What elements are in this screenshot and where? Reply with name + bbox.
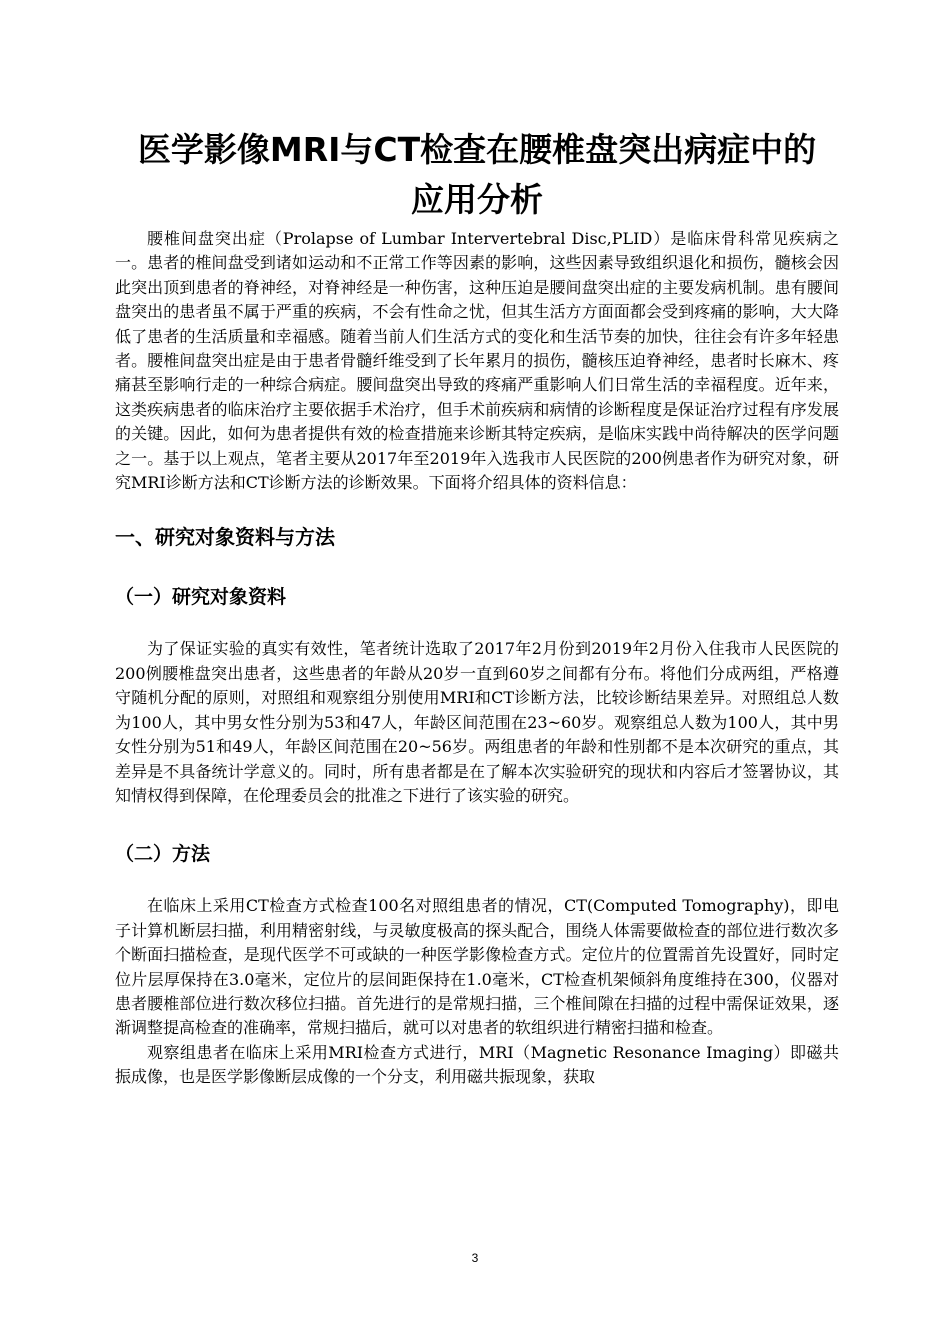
methods-paragraph-mri: 观察组患者在临床上采用MRI检查方式进行，MRI（Magnetic Resonance Imaging）即磁共振成像，也是医学影像断层成像的一个分支，利用磁共振现象，获取 bbox=[115, 1042, 839, 1087]
subsection-1-paragraph: 为了保证实验的真实有效性，笔者统计选取了2017年2月份到2019年2月份入住我市人民医院的200例腰椎盘突出患者，这些患者的年龄从20岁一直到60岁之间都有分布。将他们分成两组，严格遵守随机分配的原则，对照组和观察组分别使用MRI和CT诊断方法，比较诊断结果差异。对照组总人数为100人，其中男女性分别为53和47人，年龄区间范围在23~60岁。观察组总人数为100人，其中男女性分别为51和49人，年龄区间范围在20~56岁。两组患者的年龄和性别都不是本次研究的重点，其差异是不具备统计学意义的。同时，所有患者都是在了解本次实验研究的现状和内容后才签署协议，其知情权得到保障，在伦理委员会的批准之下进行了该实验的研究。 bbox=[115, 639, 839, 805]
intro-paragraph: 腰椎间盘突出症（Prolapse of Lumbar Intervertebral Disc,PLID）是临床骨科常见疾病之一。患者的椎间盘受到诸如运动和不正常工作等因素的影响，这些因素导致组织退化和损伤，髓核会因此突出顶到患者的脊神经，对脊神经是一种伤害，这种压迫是腰间盘突出症的主要发病机制。患有腰间盘突出的患者虽不属于严重的疾病，不会有性命之忧，但其生活方方面面都会受到疼痛的影响，大大降低了患者的生活质量和幸福感。随着当前人们生活方式的变化和生活节奏的加快，往往会有许多年轻患者。腰椎间盘突出症是由于患者骨髓纤维受到了长年累月的损伤，髓核压迫脊神经，患者时长麻木、疼痛甚至影响行走的一种综合病症。腰间盘突出导致的疼痛严重影响人们日常生活的幸福程度。近年来，这类疾病患者的临床治疗主要依据手术治疗，但手术前疾病和病情的诊断程度是保证治疗过程有序发展的关键。因此，如何为患者提供有效的检查措施来诊断其特定疾病，是临床实践中尚待解决的医学问题之一。基于以上观点，笔者主要从2017年至2019年入选我市人民医院的200例患者作为研究对象，研究MRI诊断方法和CT诊断方法的诊断效果。下面将介绍具体的资料信息： bbox=[115, 229, 839, 493]
methods-paragraph-ct: 在临床上采用CT检查方式检查100名对照组患者的情况，CT(Computed Tomography)，即电子计算机断层扫描，利用精密射线，与灵敏度极高的探头配合，围绕人体需要做检查的部位进行数次多个断面扫描检查，是现代医学不可或缺的一种医学影像检查方式。定位片的位置需首先设置好，同时定位片层厚保持在3.0毫米，定位片的层间距保持在1.0毫米，CT检查机架倾斜角度维持在300，仪器对患者腰椎部位进行数次移位扫描。首先进行的是常规扫描，三个椎间隙在扫描的过程中需保证效果，逐渐调整提高检查的准确率，常规扫描后，就可以对患者的软组织进行精密扫描和检查。 bbox=[115, 896, 839, 1038]
title-line-1: 医学影像MRI与CT检查在腰椎盘突出病症中的 bbox=[137, 130, 817, 169]
page-number: 3 bbox=[471, 1251, 479, 1265]
title-line-2: 应用分析 bbox=[411, 180, 543, 219]
paper-title bbox=[115, 125, 839, 225]
document-page bbox=[115, 125, 839, 1090]
section-heading-1: 一、研究对象资料与方法 bbox=[115, 525, 335, 550]
subsection-heading-1: （一）研究对象资料 bbox=[115, 586, 287, 609]
subsection-heading-2: （二）方法 bbox=[115, 843, 211, 866]
